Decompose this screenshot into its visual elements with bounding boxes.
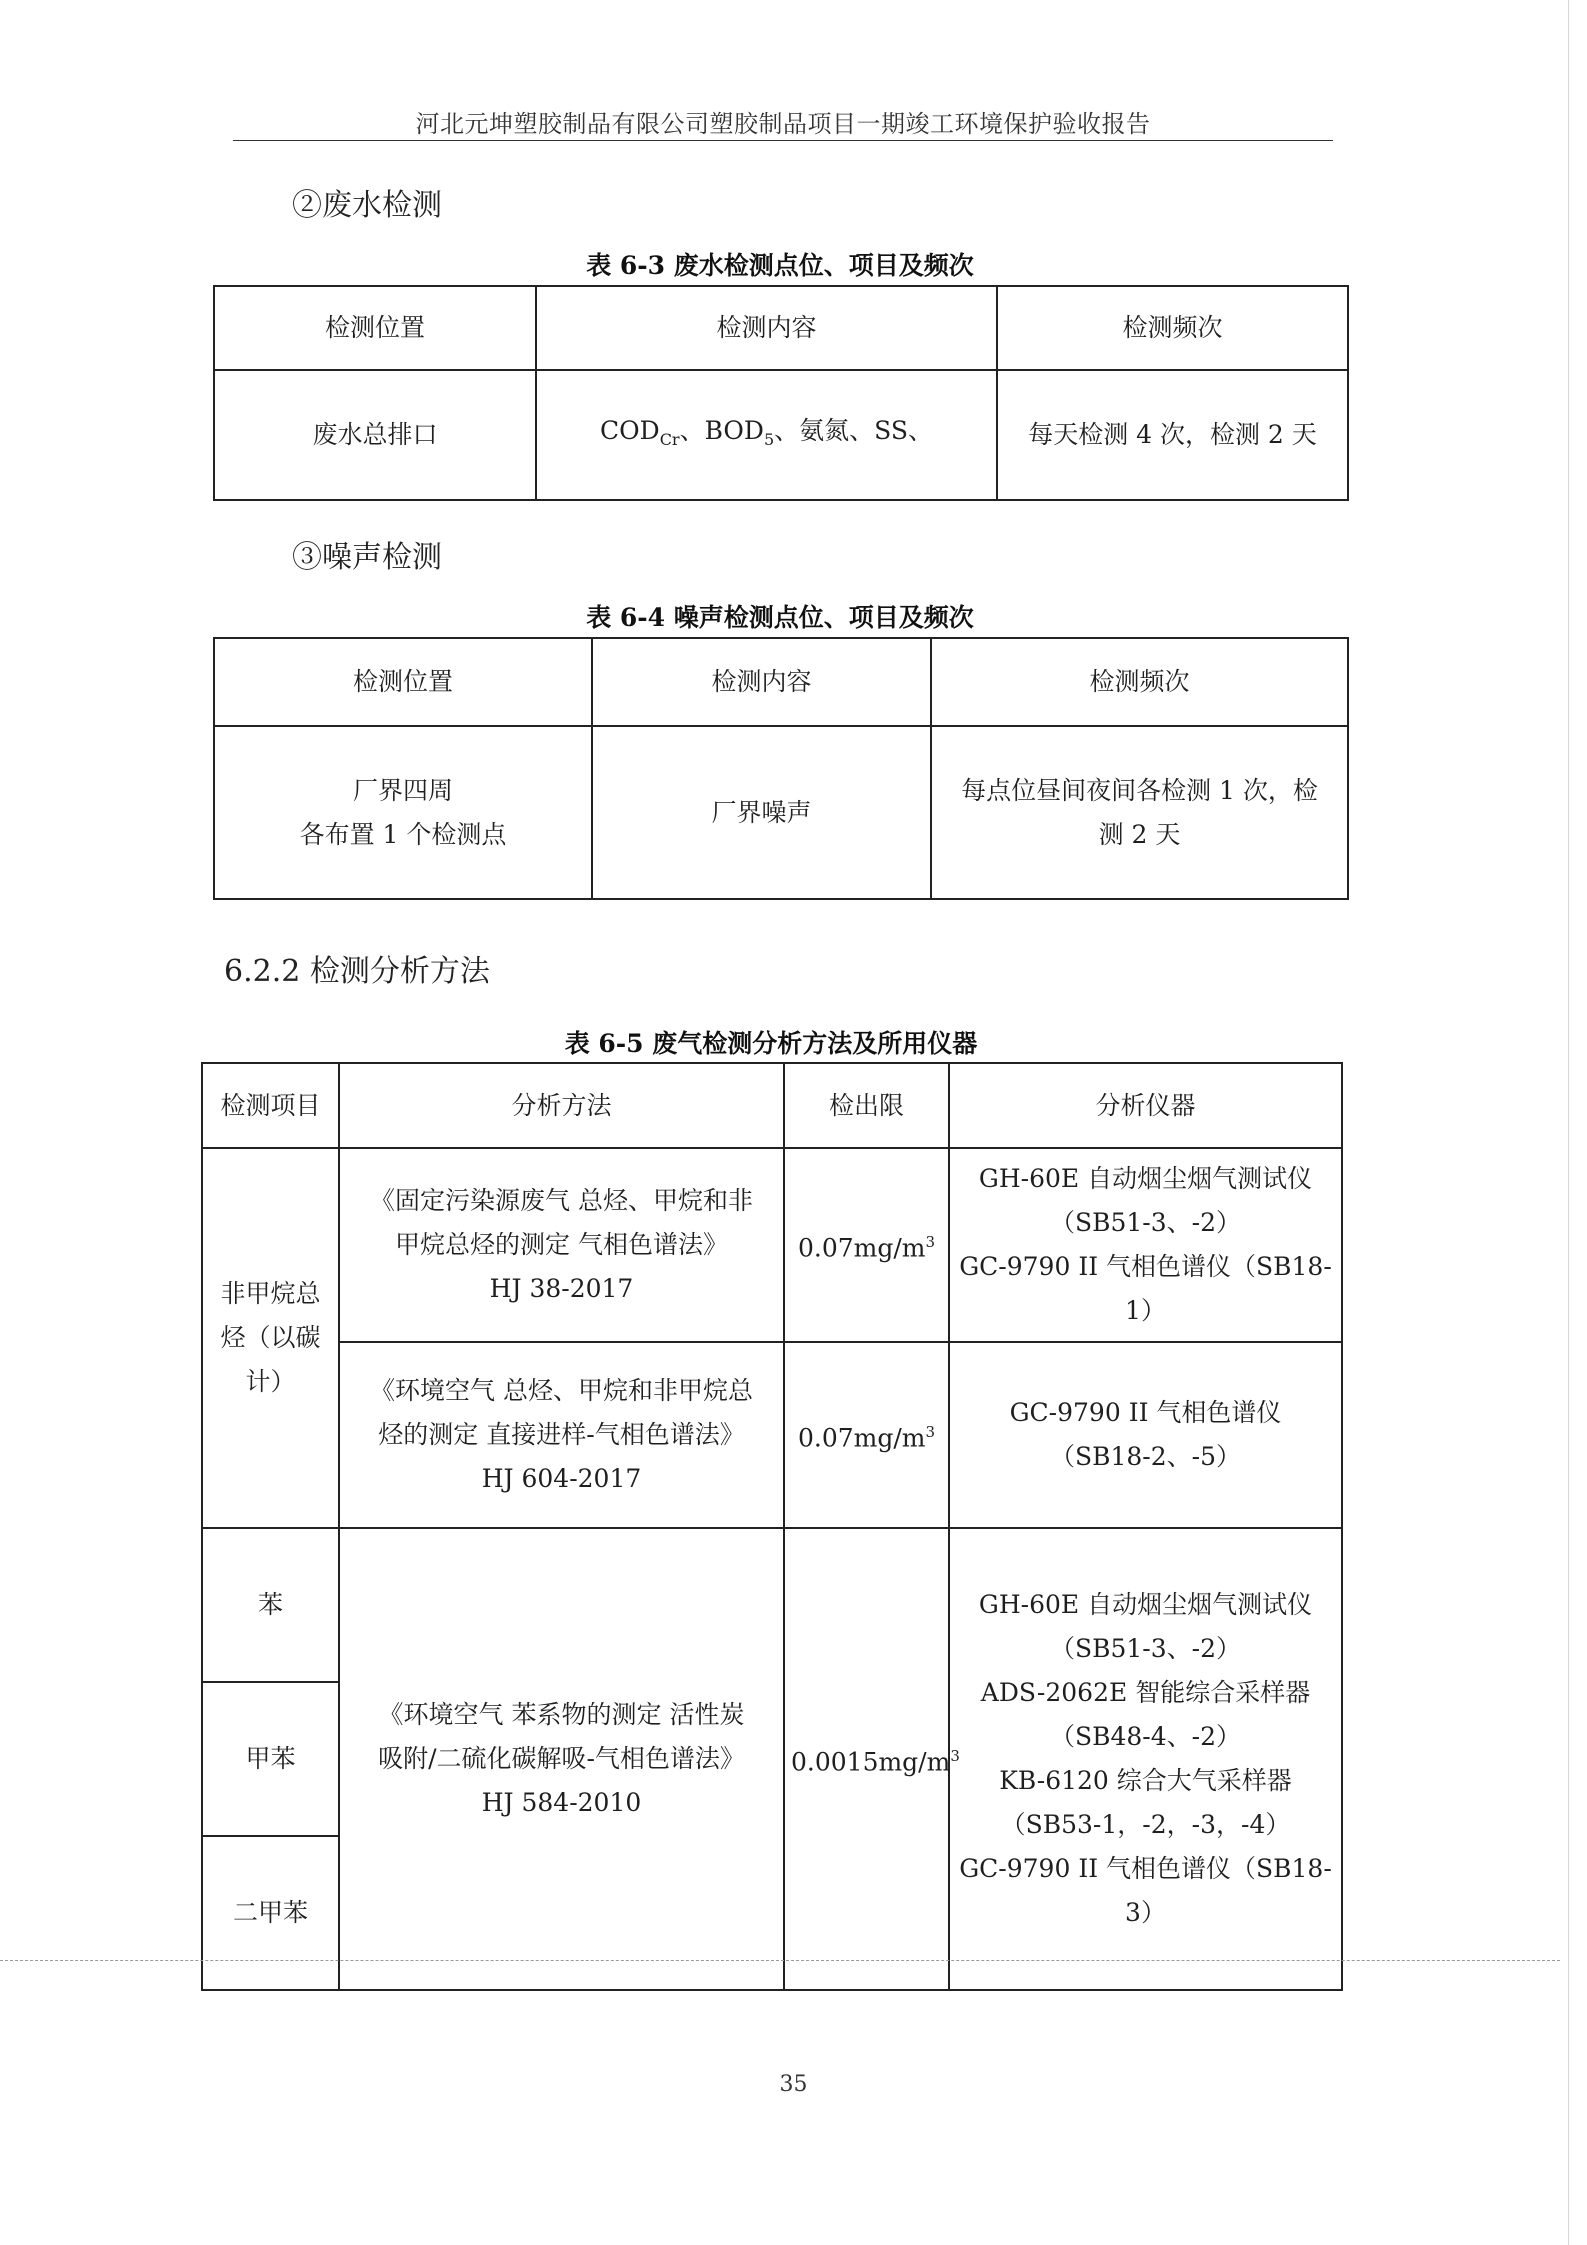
table-header-cell: 检测频次 bbox=[931, 638, 1348, 726]
table-6-3-caption: 表 6-3 废水检测点位、项目及频次 bbox=[586, 251, 974, 280]
section-heading-wastewater: ②废水检测 bbox=[292, 188, 442, 223]
table-header-cell: 分析仪器 bbox=[949, 1063, 1342, 1148]
table-6-3 bbox=[213, 285, 1349, 501]
table-header-cell: 检测内容 bbox=[536, 286, 997, 370]
table-header-cell: 检测位置 bbox=[214, 286, 536, 370]
item-benzene: 苯 bbox=[202, 1528, 339, 1682]
table-6-5-caption: 表 6-5 废气检测分析方法及所用仪器 bbox=[564, 1029, 978, 1058]
table-header-cell: 分析方法 bbox=[339, 1063, 784, 1148]
table-6-4 bbox=[213, 637, 1349, 900]
detection-limit: $0.07mg/m^3$ bbox=[784, 1342, 949, 1528]
wastewater-content: $COD_{Cr}$、$BOD_5$、氨氮、SS、 bbox=[536, 370, 997, 500]
noise-content: 厂界噪声 bbox=[592, 726, 931, 899]
scan-edge bbox=[1568, 0, 1569, 2245]
method-hj584: 《环境空气 苯系物的测定 活性炭 吸附/二硫化碳解吸-气相色谱法》 HJ 584-2010 bbox=[339, 1528, 784, 1990]
method-hj38: 《固定污染源废气 总烃、甲烷和非 甲烷总烃的测定 气相色谱法》 HJ 38-2017 bbox=[339, 1148, 784, 1342]
detection-limit: $0.0015mg/m^3$ bbox=[784, 1528, 949, 1990]
scan-artifact-line bbox=[0, 1960, 1560, 1961]
section-heading-method: 6.2.2 检测分析方法 bbox=[224, 954, 490, 989]
table-header-cell: 检出限 bbox=[784, 1063, 949, 1148]
noise-frequency: 每点位昼间夜间各检测 1 次，检 测 2 天 bbox=[931, 726, 1348, 899]
instrument-cell: GH-60E 自动烟尘烟气测试仪 （SB51-3、-2） ADS-2062E 智能综合采样器 （SB48-4、-2） KB-6120 综合大气采样器 （SB53-1，-2，-3，-4） GC-9790 II 气相色谱仪（SB18-3） bbox=[949, 1528, 1342, 1990]
item-nmhc: 非甲烷总 烃（以碳 计） bbox=[202, 1148, 339, 1528]
instrument-cell: GH-60E 自动烟尘烟气测试仪 （SB51-3、-2） GC-9790 II 气相色谱仪（SB18-1） bbox=[949, 1148, 1342, 1342]
detection-limit: $0.07mg/m^3$ bbox=[784, 1148, 949, 1342]
page-number: 35 bbox=[779, 2072, 808, 2097]
wastewater-location: 废水总排口 bbox=[214, 370, 536, 500]
method-hj604: 《环境空气 总烃、甲烷和非甲烷总 烃的测定 直接进样-气相色谱法》 HJ 604-2017 bbox=[339, 1342, 784, 1528]
instrument-cell: GC-9790 II 气相色谱仪 （SB18-2、-5） bbox=[949, 1342, 1342, 1528]
item-toluene: 甲苯 bbox=[202, 1682, 339, 1836]
table-6-5 bbox=[201, 1062, 1343, 1991]
item-xylene: 二甲苯 bbox=[202, 1836, 339, 1990]
table-6-4-caption: 表 6-4 噪声检测点位、项目及频次 bbox=[586, 603, 974, 632]
table-header-cell: 检测内容 bbox=[592, 638, 931, 726]
noise-location: 厂界四周 各布置 1 个检测点 bbox=[214, 726, 592, 899]
table-header-cell: 检测项目 bbox=[202, 1063, 339, 1148]
wastewater-frequency: 每天检测 4 次，检测 2 天 bbox=[997, 370, 1348, 500]
section-heading-noise: ③噪声检测 bbox=[292, 540, 442, 575]
running-header: 河北元坤塑胶制品有限公司塑胶制品项目一期竣工环境保护验收报告 bbox=[415, 110, 1151, 138]
table-header-cell: 检测频次 bbox=[997, 286, 1348, 370]
table-header-cell: 检测位置 bbox=[214, 638, 592, 726]
header-rule bbox=[233, 140, 1333, 141]
